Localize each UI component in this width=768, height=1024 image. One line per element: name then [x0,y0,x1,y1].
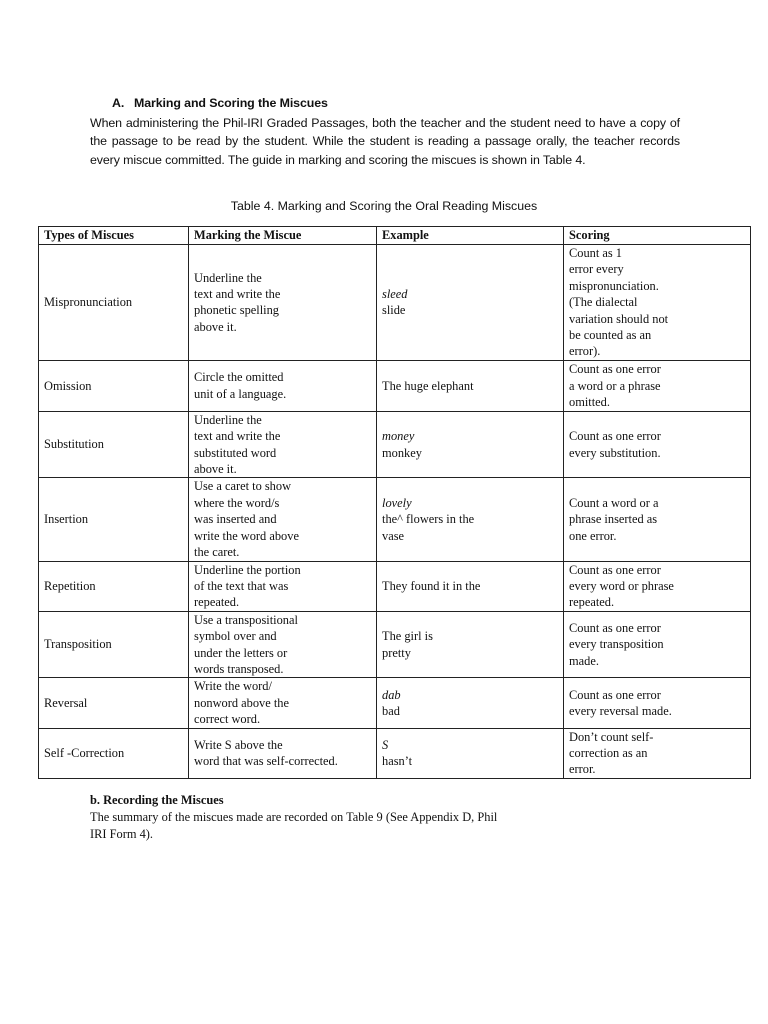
cell-example-line: hasn’t [382,754,413,769]
cell-marking-line: text and write the [194,429,281,444]
cell-marking [189,678,377,728]
cell-scoring-line: error). [569,344,601,359]
cell-scoring-line: error. [569,762,596,777]
cell-marking-line: above it. [194,462,237,477]
cell-example [377,360,564,411]
header-scoring: Scoring [564,227,751,245]
cell-marking-line: Write the word/ [194,679,272,694]
table-row [39,561,751,611]
section-b-title: b. Recording the Miscues [90,793,224,807]
cell-scoring [564,478,751,561]
cell-scoring-line: Count a word or a [569,495,659,510]
section-b-line: IRI Form 4). [90,827,153,841]
cell-type: Insertion [39,478,189,561]
miscues-table [38,226,751,779]
cell-scoring [564,360,751,411]
cell-marking-line: Use a caret to show [194,479,292,494]
cell-marking-line: the caret. [194,545,240,560]
cell-scoring [564,728,751,778]
cell-marking-line: Use a transpositional [194,612,298,627]
cell-scoring-line: Count as 1 [569,246,623,260]
table-body [39,245,751,779]
header-example: Example [377,227,564,245]
cell-marking [189,561,377,611]
section-b-line: The summary of the miscues made are recorded on Table 9 (See Appendix D, Phil [90,810,498,824]
cell-scoring-line: every word or phrase [569,578,674,593]
cell-marking-line: symbol over and [194,629,277,644]
cell-scoring-line: Count as one error [569,687,661,702]
section-b [90,792,560,843]
cell-scoring-line: error every [569,262,624,277]
cell-marking [189,611,377,678]
cell-marking-line: Underline the [194,412,262,427]
cell-marking-line: was inserted and [194,512,277,527]
cell-marking-line: substituted word [194,445,277,460]
cell-type: Reversal [39,678,189,728]
table-row [39,245,751,361]
cell-example-line: The girl is [382,629,433,644]
cell-scoring-line: every reversal made. [569,703,672,718]
cell-type: Transposition [39,611,189,678]
cell-type: Omission [39,360,189,411]
cell-marking-line: word that was self-corrected. [194,754,338,769]
cell-scoring [564,678,751,728]
cell-marking-line: Underline the portion [194,562,301,577]
cell-type: Mispronunciation [39,245,189,361]
cell-marking-line: repeated. [194,595,240,610]
cell-scoring [564,245,751,361]
cell-marking [189,360,377,411]
table-row [39,360,751,411]
cell-marking-line: above it. [194,319,237,334]
table-header-row [39,227,751,245]
header-types-of-miscues: Types of Miscues [39,227,189,245]
section-b-paragraph [90,809,560,843]
table-caption: Table 4. Marking and Scoring the Oral Reading Miscues [230,199,538,213]
cell-scoring [564,611,751,678]
cell-marking-line: where the word/s [194,495,280,510]
cell-scoring-line: (The dialectal [569,295,638,310]
cell-scoring [564,561,751,611]
table-row [39,728,751,778]
cell-type: Self -Correction [39,728,189,778]
cell-example-line: monkey [382,445,422,460]
cell-marking-line: words transposed. [194,661,284,676]
cell-marking [189,245,377,361]
section-a-title: Marking and Scoring the Miscues [134,96,328,110]
cell-type: Repetition [39,561,189,611]
cell-scoring [564,411,751,478]
cell-example [377,411,564,478]
cell-scoring-line: every transposition [569,637,664,652]
cell-example [377,678,564,728]
cell-marking-line: Circle the omitted [194,370,284,385]
cell-example-line: They found it in the [382,578,481,593]
cell-example [377,561,564,611]
section-a [90,94,680,169]
cell-example-line: The huge elephant [382,378,474,393]
cell-example [377,611,564,678]
cell-scoring-line: variation should not [569,311,669,326]
table-row [39,411,751,478]
cell-marking-line: unit of a language. [194,386,287,401]
cell-example-line: slide [382,303,406,318]
cell-marking [189,478,377,561]
cell-marking-line: text and write the [194,287,281,302]
table-row [39,478,751,561]
example-written-above: money [382,429,415,444]
cell-scoring-line: Don’t count self- [569,729,654,744]
cell-scoring-line: Count as one error [569,362,661,377]
example-written-above: S [382,737,389,752]
cell-marking-line: of the text that was [194,578,289,593]
cell-marking-line: write the word above [194,528,299,543]
cell-marking-line: under the letters or [194,645,288,660]
section-a-marker: A. [112,96,125,110]
cell-type: Substitution [39,411,189,478]
cell-scoring-line: Count as one error [569,562,661,577]
cell-scoring-line: a word or a phrase [569,378,661,393]
cell-scoring-line: made. [569,653,599,668]
cell-marking-line: nonword above the [194,695,289,710]
cell-scoring-line: mispronunciation. [569,278,659,293]
example-written-above: dab [382,687,401,702]
cell-scoring-line: repeated. [569,595,615,610]
section-a-paragraph: When administering the Phil-IRI Graded Passages, both the teacher and the student need to have a copy of the passage to be read by the student. While the student is reading a passage orally, the teacher records every miscue committed. The guide in marking and scoring the miscues is shown in Table 4. [90,115,680,167]
cell-scoring-line: correction as an [569,745,648,760]
cell-example [377,478,564,561]
example-written-above: lovely [382,495,412,510]
cell-scoring-line: one error. [569,528,617,543]
header-marking-the-miscue: Marking the Miscue [189,227,377,245]
cell-example [377,728,564,778]
cell-marking [189,411,377,478]
cell-example-line: the^ flowers in the [382,512,475,527]
cell-scoring-line: Count as one error [569,429,661,444]
cell-marking-line: correct word. [194,712,261,727]
cell-scoring-line: omitted. [569,395,610,410]
cell-example-line: vase [382,528,405,543]
cell-scoring-line: Count as one error [569,620,661,635]
cell-marking-line: Underline the [194,270,262,285]
cell-scoring-line: phrase inserted as [569,512,658,527]
table-row [39,678,751,728]
cell-example-line: bad [382,703,400,718]
cell-example [377,245,564,361]
cell-example-line: pretty [382,645,411,660]
cell-marking-line: Write S above the [194,737,283,752]
cell-scoring-line: be counted as an [569,328,652,343]
cell-marking-line: phonetic spelling [194,303,279,318]
cell-scoring-line: every substitution. [569,445,661,460]
section-a-heading [112,94,680,113]
cell-marking [189,728,377,778]
example-written-above: sleed [382,287,408,302]
table-row [39,611,751,678]
